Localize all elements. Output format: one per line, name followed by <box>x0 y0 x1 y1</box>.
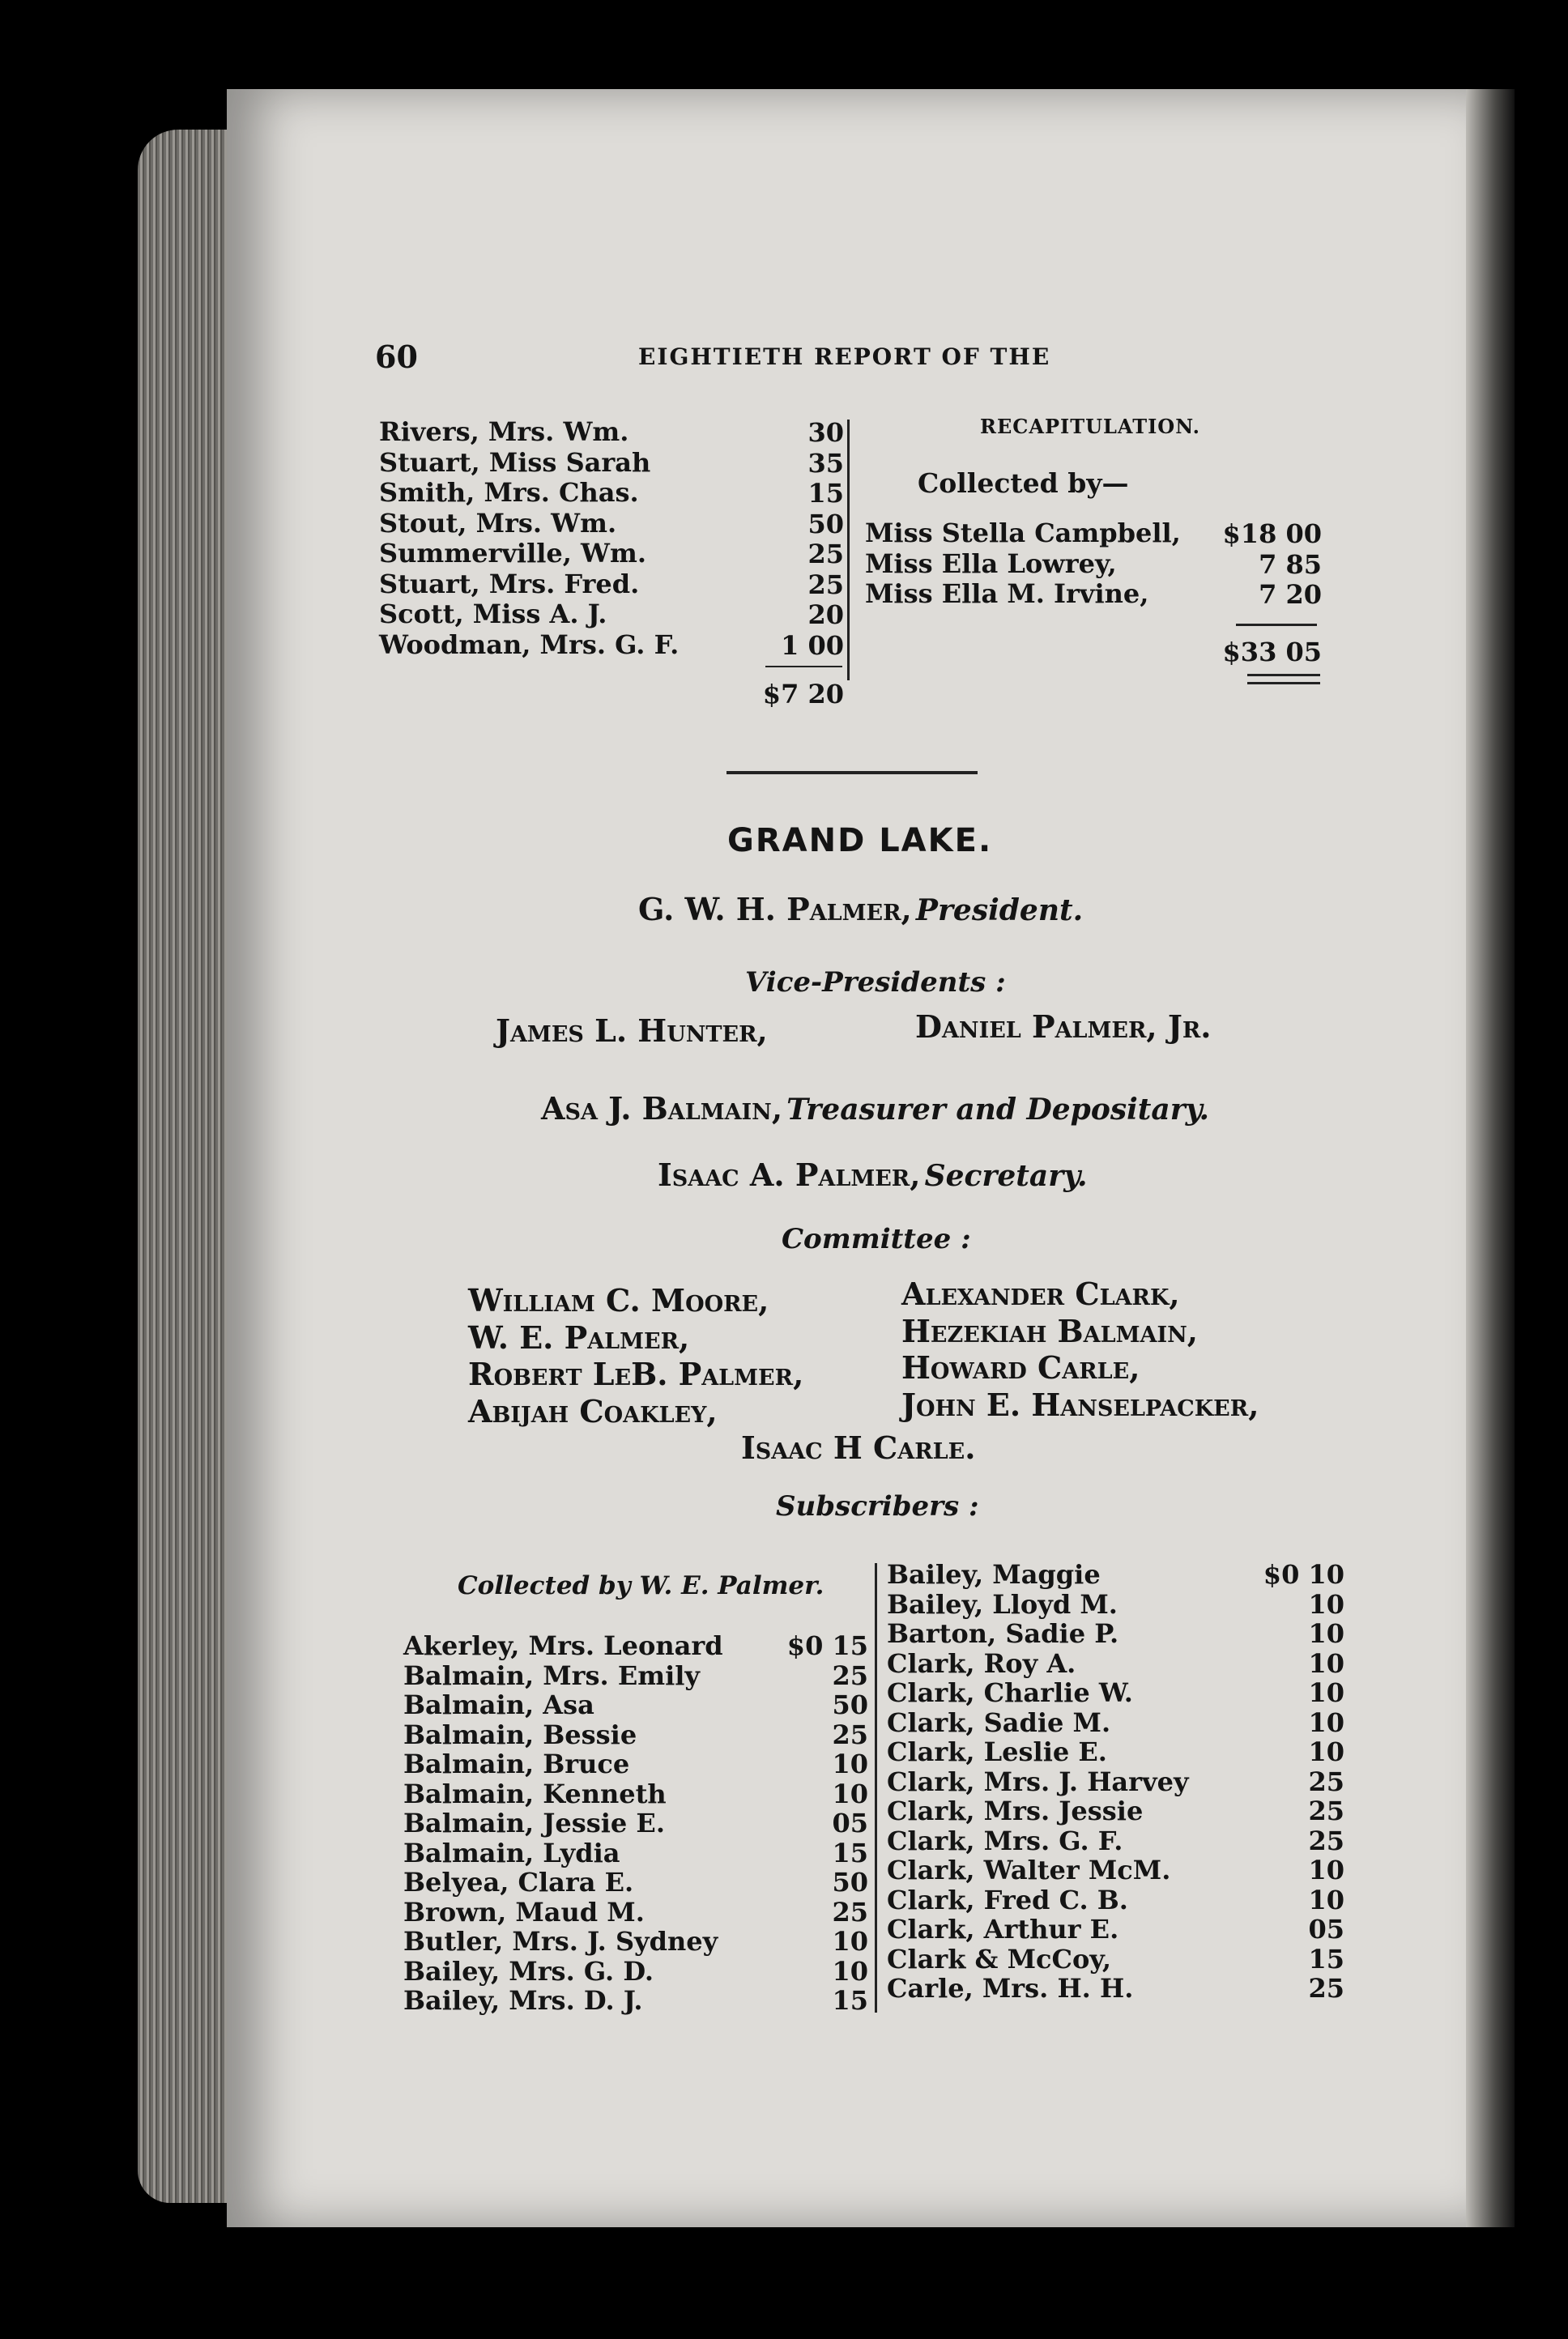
recap-collected-by: Collected by— <box>918 467 1129 499</box>
recap-double-rule-1 <box>1247 674 1320 676</box>
list-item-amount: 20 <box>807 599 844 630</box>
list-item-name: Akerley, Mrs. Leonard <box>403 1630 723 1661</box>
list-item-name: Clark, Leslie E. <box>887 1736 1107 1767</box>
committee-member: William C. Moore, <box>468 1282 769 1319</box>
list-item-name: Stout, Mrs. Wm. <box>379 507 617 539</box>
list-item-amount: 7 85 <box>1259 548 1322 580</box>
committee-member: Abijah Coakley, <box>468 1392 718 1429</box>
subscribers-column-rule <box>875 1563 877 2013</box>
committee-last: Isaac H Carle. <box>741 1429 976 1466</box>
running-title: EIGHTIETH REPORT OF THE <box>638 343 1051 370</box>
column-rule <box>847 420 850 680</box>
secretary-name: Isaac A. Palmer, <box>658 1157 921 1193</box>
list-item-name: Scott, Miss A. J. <box>379 599 607 629</box>
list-item-name: Bailey, Maggie <box>887 1559 1101 1590</box>
list-item-amount: 25 <box>1308 1973 1344 2004</box>
top-list-total: $7 20 <box>762 679 844 709</box>
list-item-name: Balmain, Kenneth <box>403 1778 667 1809</box>
committee-member: Robert LeB. Palmer, <box>468 1356 804 1392</box>
book-spine <box>1466 89 1515 2227</box>
list-item-amount: 05 <box>1308 1914 1344 1945</box>
vp-right: Daniel Palmer, Jr. <box>915 1008 1212 1045</box>
list-item-name: Clark, Roy A. <box>887 1647 1076 1679</box>
section-title: GRAND LAKE. <box>727 822 993 859</box>
list-item-amount: 15 <box>832 1985 868 2016</box>
recap-sum-rule <box>1236 624 1317 626</box>
list-item-amount: 10 <box>1308 1618 1344 1649</box>
list-item-name: Bailey, Lloyd M. <box>887 1588 1118 1620</box>
list-item-amount: 50 <box>832 1689 868 1720</box>
list-item-amount: 1 00 <box>781 629 844 661</box>
list-item-amount: 50 <box>832 1867 868 1898</box>
list-item-name: Clark, Sadie M. <box>887 1706 1111 1738</box>
list-item-amount: 10 <box>1308 1677 1344 1708</box>
list-item-amount: 25 <box>832 1659 868 1691</box>
list-item-name: Stuart, Miss Sarah <box>379 446 651 478</box>
list-item-amount: 10 <box>832 1749 868 1779</box>
list-item-amount: 15 <box>1308 1943 1344 1975</box>
list-item-name: Woodman, Mrs. G. F. <box>379 628 680 660</box>
list-item-amount: 10 <box>832 1926 868 1957</box>
president-role: President. <box>915 893 1084 927</box>
list-item-name: Butler, Mrs. J. Sydney <box>403 1926 718 1957</box>
list-item-amount: $0 15 <box>786 1630 868 1661</box>
list-item-name: Balmain, Jessie E. <box>403 1808 665 1838</box>
committee-member: Howard Carle, <box>901 1349 1140 1386</box>
list-item-amount: 10 <box>1308 1706 1344 1738</box>
list-item-amount: $0 10 <box>1263 1559 1344 1590</box>
list-item-name: Belyea, Clara E. <box>403 1867 634 1898</box>
treasurer-line <box>541 1090 1209 1127</box>
list-item-amount: 10 <box>1308 1588 1344 1620</box>
subscribers-collected-by: Collected by W. E. Palmer. <box>458 1571 824 1600</box>
list-item-amount: 25 <box>807 569 844 600</box>
list-item-amount: 05 <box>832 1808 868 1838</box>
list-item-name: Balmain, Bruce <box>403 1749 630 1779</box>
list-item-amount: 10 <box>1308 1736 1344 1767</box>
list-item-amount: 25 <box>832 1719 868 1750</box>
list-item-name: Clark, Mrs. G. F. <box>887 1825 1123 1856</box>
list-item-name: Clark, Fred C. B. <box>887 1884 1128 1915</box>
list-item-amount: 25 <box>1308 1766 1344 1797</box>
list-item-name: Balmain, Mrs. Emily <box>403 1659 700 1691</box>
recap-double-rule-2 <box>1247 682 1320 684</box>
list-item-amount: 35 <box>807 447 844 479</box>
list-item-name: Stuart, Mrs. Fred. <box>379 568 640 599</box>
list-item-name: Clark, Arthur E. <box>887 1914 1119 1945</box>
list-item-amount: 10 <box>1308 1647 1344 1679</box>
committee-member: Alexander Clark, <box>901 1276 1180 1312</box>
treasurer-role: Treasurer and Depositary. <box>786 1093 1210 1127</box>
list-item-amount: 25 <box>1308 1796 1344 1826</box>
list-item-name: Balmain, Lydia <box>403 1837 620 1868</box>
list-item-amount: 15 <box>832 1837 868 1868</box>
list-item-amount: 15 <box>807 478 844 509</box>
list-item-name: Balmain, Bessie <box>403 1719 637 1750</box>
list-item-name: Miss Stella Campbell, <box>865 518 1181 548</box>
list-item-name: Clark, Mrs. Jessie <box>887 1796 1144 1826</box>
vp-heading: Vice-Presidents : <box>745 966 1006 999</box>
list-item-amount: 25 <box>807 539 844 569</box>
list-item-name: Barton, Sadie P. <box>887 1618 1119 1649</box>
page-number: 60 <box>375 339 418 375</box>
committee-member: W. E. Palmer, <box>468 1319 690 1356</box>
president-line <box>638 891 1083 927</box>
list-item-name: Clark, Charlie W. <box>887 1677 1133 1708</box>
section-divider <box>726 771 978 774</box>
list-item-name: Bailey, Mrs. G. D. <box>403 1955 654 1987</box>
list-item-name: Clark & McCoy, <box>887 1943 1111 1975</box>
sum-rule <box>765 666 842 667</box>
committee-heading: Committee : <box>782 1223 971 1255</box>
treasurer-name: Asa J. Balmain, <box>541 1090 783 1127</box>
list-item-amount: 25 <box>832 1896 868 1928</box>
committee-member: Hezekiah Balmain, <box>901 1312 1198 1349</box>
list-item-amount: 7 20 <box>1259 579 1322 610</box>
list-item-name: Carle, Mrs. H. H. <box>887 1973 1134 2004</box>
list-item-name: Miss Ella M. Irvine, <box>865 578 1149 609</box>
list-item-name: Bailey, Mrs. D. J. <box>403 1985 643 2016</box>
list-item-name: Smith, Mrs. Chas. <box>379 477 639 508</box>
list-item-amount: 50 <box>807 508 844 539</box>
list-item-name: Miss Ella Lowrey, <box>865 547 1117 579</box>
list-item-name: Clark, Mrs. J. Harvey <box>887 1766 1189 1797</box>
list-item-amount: 30 <box>807 417 844 448</box>
president-name: G. W. H. Palmer, <box>638 891 912 927</box>
secretary-line <box>658 1157 1088 1193</box>
vp-left: James L. Hunter, <box>496 1012 768 1049</box>
recap-total: $33 05 <box>1222 637 1322 667</box>
secretary-role: Secretary. <box>924 1159 1088 1193</box>
committee-member: John E. Hanselpacker, <box>901 1386 1259 1423</box>
list-item-amount: 25 <box>1308 1825 1344 1856</box>
list-item-amount: $18 00 <box>1222 518 1322 549</box>
subscribers-heading: Subscribers : <box>776 1490 979 1523</box>
list-item-name: Clark, Walter McM. <box>887 1855 1171 1885</box>
list-item-amount: 10 <box>1308 1884 1344 1915</box>
list-item-amount: 10 <box>832 1778 868 1809</box>
list-item-name: Rivers, Mrs. Wm. <box>379 416 629 447</box>
list-item-name: Balmain, Asa <box>403 1689 594 1720</box>
recap-title: RECAPITULATION. <box>980 415 1200 438</box>
list-item-name: Summerville, Wm. <box>379 538 646 569</box>
list-item-amount: 10 <box>1308 1855 1344 1885</box>
list-item-amount: 10 <box>832 1955 868 1987</box>
list-item-name: Brown, Maud M. <box>403 1896 645 1928</box>
